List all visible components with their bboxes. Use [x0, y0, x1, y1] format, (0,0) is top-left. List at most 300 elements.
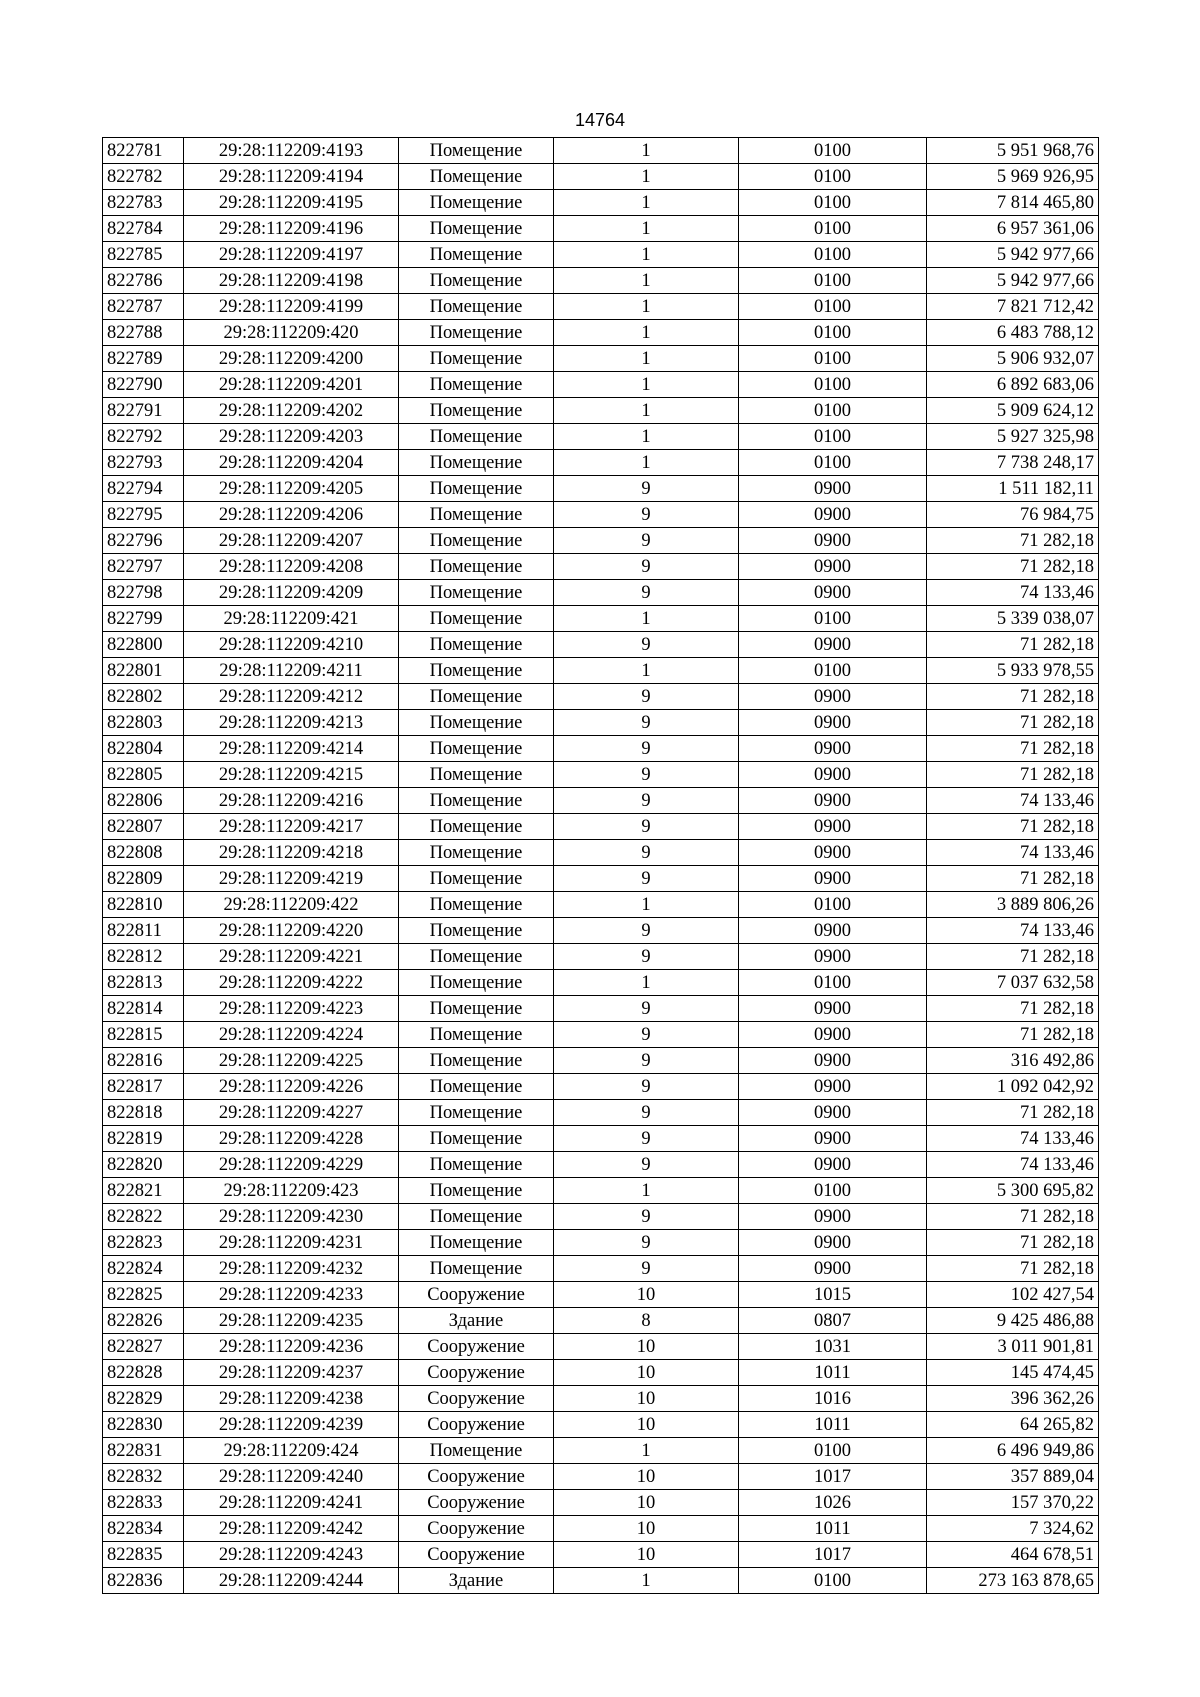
- cadastral-number-cell: 29:28:112209:4201: [184, 372, 399, 398]
- cadastral-value-cell: 1 092 042,92: [927, 1074, 1099, 1100]
- cadastral-value-cell: 3 889 806,26: [927, 892, 1099, 918]
- object-type-cell: Помещение: [399, 294, 554, 320]
- cadastral-number-cell: 29:28:112209:4239: [184, 1412, 399, 1438]
- code-cell: 0900: [739, 684, 927, 710]
- cadastral-value-cell: 5 942 977,66: [927, 268, 1099, 294]
- cadastral-value-cell: 64 265,82: [927, 1412, 1099, 1438]
- code-cell: 0100: [739, 398, 927, 424]
- table-row: [103, 1360, 1099, 1386]
- cadastral-value-cell: 71 282,18: [927, 996, 1099, 1022]
- table-row: [103, 138, 1099, 164]
- group-cell: 1: [554, 450, 739, 476]
- row-number-cell: 822800: [103, 632, 184, 658]
- object-type-cell: Помещение: [399, 268, 554, 294]
- object-type-cell: Помещение: [399, 320, 554, 346]
- cadastral-number-cell: 29:28:112209:4215: [184, 762, 399, 788]
- object-type-cell: Помещение: [399, 944, 554, 970]
- code-cell: 0900: [739, 632, 927, 658]
- object-type-cell: Помещение: [399, 346, 554, 372]
- code-cell: 0900: [739, 866, 927, 892]
- code-cell: 0900: [739, 736, 927, 762]
- row-number-cell: 822796: [103, 528, 184, 554]
- cadastral-number-cell: 29:28:112209:4196: [184, 216, 399, 242]
- object-type-cell: Помещение: [399, 476, 554, 502]
- group-cell: 1: [554, 268, 739, 294]
- group-cell: 9: [554, 1022, 739, 1048]
- code-cell: 0100: [739, 606, 927, 632]
- group-cell: 9: [554, 710, 739, 736]
- group-cell: 1: [554, 346, 739, 372]
- cadastral-value-cell: 316 492,86: [927, 1048, 1099, 1074]
- object-type-cell: Помещение: [399, 970, 554, 996]
- row-number-cell: 822809: [103, 866, 184, 892]
- row-number-cell: 822818: [103, 1100, 184, 1126]
- group-cell: 9: [554, 554, 739, 580]
- table-row: [103, 1048, 1099, 1074]
- table-row: [103, 1178, 1099, 1204]
- table-row: [103, 892, 1099, 918]
- object-type-cell: Помещение: [399, 1048, 554, 1074]
- table-row: [103, 996, 1099, 1022]
- cadastral-value-cell: 5 951 968,76: [927, 138, 1099, 164]
- table-row: [103, 970, 1099, 996]
- cadastral-value-cell: 6 483 788,12: [927, 320, 1099, 346]
- cadastral-value-cell: 157 370,22: [927, 1490, 1099, 1516]
- cadastral-value-cell: 71 282,18: [927, 944, 1099, 970]
- row-number-cell: 822826: [103, 1308, 184, 1334]
- row-number-cell: 822824: [103, 1256, 184, 1282]
- cadastral-value-cell: 7 814 465,80: [927, 190, 1099, 216]
- cadastral-value-cell: 71 282,18: [927, 762, 1099, 788]
- code-cell: 0100: [739, 372, 927, 398]
- group-cell: 9: [554, 736, 739, 762]
- row-number-cell: 822815: [103, 1022, 184, 1048]
- row-number-cell: 822802: [103, 684, 184, 710]
- cadastral-number-cell: 29:28:112209:4197: [184, 242, 399, 268]
- row-number-cell: 822821: [103, 1178, 184, 1204]
- code-cell: 1031: [739, 1334, 927, 1360]
- row-number-cell: 822835: [103, 1542, 184, 1568]
- group-cell: 9: [554, 788, 739, 814]
- registry-table-body: [103, 138, 1099, 1594]
- cadastral-number-cell: 29:28:112209:4220: [184, 918, 399, 944]
- group-cell: 9: [554, 528, 739, 554]
- code-cell: 0100: [739, 138, 927, 164]
- cadastral-value-cell: 71 282,18: [927, 814, 1099, 840]
- cadastral-number-cell: 29:28:112209:4237: [184, 1360, 399, 1386]
- code-cell: 0100: [739, 268, 927, 294]
- row-number-cell: 822805: [103, 762, 184, 788]
- code-cell: 0900: [739, 918, 927, 944]
- cadastral-value-cell: 74 133,46: [927, 918, 1099, 944]
- code-cell: 1017: [739, 1542, 927, 1568]
- row-number-cell: 822825: [103, 1282, 184, 1308]
- cadastral-number-cell: 29:28:112209:420: [184, 320, 399, 346]
- cadastral-value-cell: 464 678,51: [927, 1542, 1099, 1568]
- row-number-cell: 822783: [103, 190, 184, 216]
- table-row: [103, 528, 1099, 554]
- cadastral-number-cell: 29:28:112209:4235: [184, 1308, 399, 1334]
- group-cell: 10: [554, 1360, 739, 1386]
- code-cell: 0100: [739, 164, 927, 190]
- group-cell: 1: [554, 164, 739, 190]
- cadastral-value-cell: 76 984,75: [927, 502, 1099, 528]
- cadastral-value-cell: 273 163 878,65: [927, 1568, 1099, 1594]
- table-row: [103, 320, 1099, 346]
- object-type-cell: Помещение: [399, 606, 554, 632]
- code-cell: 0100: [739, 346, 927, 372]
- code-cell: 0900: [739, 1256, 927, 1282]
- object-type-cell: Сооружение: [399, 1386, 554, 1412]
- object-type-cell: Сооружение: [399, 1334, 554, 1360]
- object-type-cell: Помещение: [399, 1100, 554, 1126]
- group-cell: 9: [554, 866, 739, 892]
- cadastral-value-cell: 5 969 926,95: [927, 164, 1099, 190]
- group-cell: 10: [554, 1490, 739, 1516]
- object-type-cell: Помещение: [399, 814, 554, 840]
- object-type-cell: Помещение: [399, 1022, 554, 1048]
- table-row: [103, 840, 1099, 866]
- code-cell: 0100: [739, 242, 927, 268]
- cadastral-number-cell: 29:28:112209:4227: [184, 1100, 399, 1126]
- code-cell: 1011: [739, 1516, 927, 1542]
- cadastral-number-cell: 29:28:112209:4244: [184, 1568, 399, 1594]
- cadastral-number-cell: 29:28:112209:4231: [184, 1230, 399, 1256]
- group-cell: 9: [554, 1204, 739, 1230]
- cadastral-number-cell: 29:28:112209:4226: [184, 1074, 399, 1100]
- cadastral-value-cell: 5 933 978,55: [927, 658, 1099, 684]
- group-cell: 1: [554, 294, 739, 320]
- object-type-cell: Помещение: [399, 502, 554, 528]
- group-cell: 1: [554, 1178, 739, 1204]
- cadastral-number-cell: 29:28:112209:4233: [184, 1282, 399, 1308]
- row-number-cell: 822831: [103, 1438, 184, 1464]
- group-cell: 10: [554, 1542, 739, 1568]
- cadastral-value-cell: 74 133,46: [927, 788, 1099, 814]
- row-number-cell: 822788: [103, 320, 184, 346]
- row-number-cell: 822785: [103, 242, 184, 268]
- code-cell: 0900: [739, 1230, 927, 1256]
- table-row: [103, 632, 1099, 658]
- cadastral-value-cell: 71 282,18: [927, 1230, 1099, 1256]
- group-cell: 1: [554, 892, 739, 918]
- group-cell: 9: [554, 814, 739, 840]
- row-number-cell: 822792: [103, 424, 184, 450]
- cadastral-number-cell: 29:28:112209:4193: [184, 138, 399, 164]
- cadastral-number-cell: 29:28:112209:4206: [184, 502, 399, 528]
- object-type-cell: Помещение: [399, 996, 554, 1022]
- cadastral-number-cell: 29:28:112209:4224: [184, 1022, 399, 1048]
- object-type-cell: Помещение: [399, 736, 554, 762]
- row-number-cell: 822823: [103, 1230, 184, 1256]
- group-cell: 9: [554, 918, 739, 944]
- object-type-cell: Здание: [399, 1568, 554, 1594]
- row-number-cell: 822804: [103, 736, 184, 762]
- code-cell: 0900: [739, 1022, 927, 1048]
- table-row: [103, 1022, 1099, 1048]
- object-type-cell: Помещение: [399, 632, 554, 658]
- cadastral-number-cell: 29:28:112209:4213: [184, 710, 399, 736]
- object-type-cell: Помещение: [399, 242, 554, 268]
- group-cell: 9: [554, 1152, 739, 1178]
- table-row: [103, 944, 1099, 970]
- cadastral-number-cell: 29:28:112209:4203: [184, 424, 399, 450]
- cadastral-number-cell: 29:28:112209:4243: [184, 1542, 399, 1568]
- cadastral-number-cell: 29:28:112209:4232: [184, 1256, 399, 1282]
- cadastral-number-cell: 29:28:112209:4241: [184, 1490, 399, 1516]
- group-cell: 9: [554, 944, 739, 970]
- table-row: [103, 424, 1099, 450]
- table-row: [103, 554, 1099, 580]
- cadastral-value-cell: 71 282,18: [927, 1256, 1099, 1282]
- table-row: [103, 294, 1099, 320]
- cadastral-number-cell: 29:28:112209:4204: [184, 450, 399, 476]
- cadastral-value-cell: 74 133,46: [927, 840, 1099, 866]
- table-row: [103, 658, 1099, 684]
- table-row: [103, 450, 1099, 476]
- cadastral-value-cell: 5 339 038,07: [927, 606, 1099, 632]
- row-number-cell: 822832: [103, 1464, 184, 1490]
- group-cell: 9: [554, 1230, 739, 1256]
- object-type-cell: Помещение: [399, 658, 554, 684]
- cadastral-number-cell: 29:28:112209:4225: [184, 1048, 399, 1074]
- code-cell: 0900: [739, 580, 927, 606]
- code-cell: 0100: [739, 294, 927, 320]
- cadastral-number-cell: 29:28:112209:4202: [184, 398, 399, 424]
- group-cell: 10: [554, 1334, 739, 1360]
- code-cell: 0807: [739, 1308, 927, 1334]
- object-type-cell: Сооружение: [399, 1516, 554, 1542]
- row-number-cell: 822803: [103, 710, 184, 736]
- object-type-cell: Помещение: [399, 372, 554, 398]
- cadastral-value-cell: 5 909 624,12: [927, 398, 1099, 424]
- object-type-cell: Помещение: [399, 528, 554, 554]
- cadastral-number-cell: 29:28:112209:4229: [184, 1152, 399, 1178]
- row-number-cell: 822819: [103, 1126, 184, 1152]
- row-number-cell: 822786: [103, 268, 184, 294]
- cadastral-value-cell: 6 892 683,06: [927, 372, 1099, 398]
- object-type-cell: Здание: [399, 1308, 554, 1334]
- code-cell: 0900: [739, 814, 927, 840]
- table-row: [103, 216, 1099, 242]
- row-number-cell: 822813: [103, 970, 184, 996]
- table-row: [103, 1542, 1099, 1568]
- cadastral-number-cell: 29:28:112209:4222: [184, 970, 399, 996]
- row-number-cell: 822797: [103, 554, 184, 580]
- code-cell: 0100: [739, 1568, 927, 1594]
- row-number-cell: 822822: [103, 1204, 184, 1230]
- cadastral-value-cell: 1 511 182,11: [927, 476, 1099, 502]
- cadastral-value-cell: 6 957 361,06: [927, 216, 1099, 242]
- cadastral-value-cell: 396 362,26: [927, 1386, 1099, 1412]
- group-cell: 9: [554, 476, 739, 502]
- table-row: [103, 788, 1099, 814]
- code-cell: 0900: [739, 710, 927, 736]
- group-cell: 1: [554, 606, 739, 632]
- group-cell: 9: [554, 1074, 739, 1100]
- cadastral-number-cell: 29:28:112209:4211: [184, 658, 399, 684]
- code-cell: 0100: [739, 892, 927, 918]
- code-cell: 0900: [739, 1126, 927, 1152]
- object-type-cell: Помещение: [399, 684, 554, 710]
- object-type-cell: Сооружение: [399, 1412, 554, 1438]
- cadastral-value-cell: 5 906 932,07: [927, 346, 1099, 372]
- group-cell: 1: [554, 372, 739, 398]
- cadastral-value-cell: 71 282,18: [927, 866, 1099, 892]
- cadastral-value-cell: 74 133,46: [927, 580, 1099, 606]
- object-type-cell: Помещение: [399, 1438, 554, 1464]
- object-type-cell: Помещение: [399, 1230, 554, 1256]
- object-type-cell: Помещение: [399, 892, 554, 918]
- table-row: [103, 346, 1099, 372]
- cadastral-value-cell: 71 282,18: [927, 684, 1099, 710]
- table-row: [103, 476, 1099, 502]
- cadastral-number-cell: 29:28:112209:423: [184, 1178, 399, 1204]
- code-cell: 0900: [739, 528, 927, 554]
- table-row: [103, 1256, 1099, 1282]
- object-type-cell: Помещение: [399, 1152, 554, 1178]
- group-cell: 9: [554, 632, 739, 658]
- row-number-cell: 822807: [103, 814, 184, 840]
- table-row: [103, 1490, 1099, 1516]
- table-row: [103, 1204, 1099, 1230]
- cadastral-number-cell: 29:28:112209:4214: [184, 736, 399, 762]
- row-number-cell: 822781: [103, 138, 184, 164]
- row-number-cell: 822806: [103, 788, 184, 814]
- code-cell: 0900: [739, 840, 927, 866]
- group-cell: 1: [554, 398, 739, 424]
- object-type-cell: Сооружение: [399, 1464, 554, 1490]
- object-type-cell: Помещение: [399, 580, 554, 606]
- code-cell: 1017: [739, 1464, 927, 1490]
- object-type-cell: Помещение: [399, 164, 554, 190]
- cadastral-value-cell: 71 282,18: [927, 632, 1099, 658]
- code-cell: 0900: [739, 788, 927, 814]
- table-row: [103, 762, 1099, 788]
- object-type-cell: Помещение: [399, 554, 554, 580]
- row-number-cell: 822793: [103, 450, 184, 476]
- row-number-cell: 822834: [103, 1516, 184, 1542]
- code-cell: 1011: [739, 1360, 927, 1386]
- group-cell: 9: [554, 1126, 739, 1152]
- code-cell: 1011: [739, 1412, 927, 1438]
- cadastral-number-cell: 29:28:112209:4199: [184, 294, 399, 320]
- row-number-cell: 822814: [103, 996, 184, 1022]
- table-row: [103, 1438, 1099, 1464]
- cadastral-number-cell: 29:28:112209:4217: [184, 814, 399, 840]
- table-row: [103, 1568, 1099, 1594]
- code-cell: 0100: [739, 970, 927, 996]
- object-type-cell: Помещение: [399, 1074, 554, 1100]
- code-cell: 0100: [739, 320, 927, 346]
- cadastral-value-cell: 71 282,18: [927, 736, 1099, 762]
- cadastral-value-cell: 5 942 977,66: [927, 242, 1099, 268]
- table-row: [103, 268, 1099, 294]
- group-cell: 10: [554, 1412, 739, 1438]
- row-number-cell: 822784: [103, 216, 184, 242]
- row-number-cell: 822789: [103, 346, 184, 372]
- code-cell: 0100: [739, 1178, 927, 1204]
- group-cell: 9: [554, 1048, 739, 1074]
- row-number-cell: 822787: [103, 294, 184, 320]
- cadastral-number-cell: 29:28:112209:4212: [184, 684, 399, 710]
- code-cell: 1026: [739, 1490, 927, 1516]
- cadastral-number-cell: 29:28:112209:4240: [184, 1464, 399, 1490]
- object-type-cell: Помещение: [399, 216, 554, 242]
- code-cell: 0100: [739, 190, 927, 216]
- cadastral-value-cell: 71 282,18: [927, 528, 1099, 554]
- group-cell: 1: [554, 216, 739, 242]
- table-row: [103, 918, 1099, 944]
- cadastral-value-cell: 74 133,46: [927, 1126, 1099, 1152]
- cadastral-number-cell: 29:28:112209:4230: [184, 1204, 399, 1230]
- code-cell: 0900: [739, 944, 927, 970]
- cadastral-number-cell: 29:28:112209:4207: [184, 528, 399, 554]
- table-row: [103, 736, 1099, 762]
- row-number-cell: 822795: [103, 502, 184, 528]
- table-row: [103, 710, 1099, 736]
- object-type-cell: Помещение: [399, 424, 554, 450]
- row-number-cell: 822829: [103, 1386, 184, 1412]
- table-row: [103, 580, 1099, 606]
- object-type-cell: Помещение: [399, 762, 554, 788]
- table-row: [103, 372, 1099, 398]
- object-type-cell: Сооружение: [399, 1542, 554, 1568]
- cadastral-number-cell: 29:28:112209:421: [184, 606, 399, 632]
- row-number-cell: 822817: [103, 1074, 184, 1100]
- group-cell: 1: [554, 1438, 739, 1464]
- object-type-cell: Сооружение: [399, 1490, 554, 1516]
- page-number: 14764: [574, 110, 626, 130]
- table-row: [103, 1100, 1099, 1126]
- cadastral-value-cell: 71 282,18: [927, 554, 1099, 580]
- group-cell: 9: [554, 840, 739, 866]
- object-type-cell: Помещение: [399, 1178, 554, 1204]
- table-row: [103, 1308, 1099, 1334]
- cadastral-value-cell: 71 282,18: [927, 1204, 1099, 1230]
- code-cell: 0900: [739, 1100, 927, 1126]
- group-cell: 1: [554, 242, 739, 268]
- code-cell: 1015: [739, 1282, 927, 1308]
- cadastral-number-cell: 29:28:112209:4228: [184, 1126, 399, 1152]
- object-type-cell: Помещение: [399, 788, 554, 814]
- code-cell: 0900: [739, 1074, 927, 1100]
- cadastral-value-cell: 71 282,18: [927, 1022, 1099, 1048]
- group-cell: 1: [554, 138, 739, 164]
- cadastral-number-cell: 29:28:112209:4238: [184, 1386, 399, 1412]
- group-cell: 10: [554, 1282, 739, 1308]
- object-type-cell: Помещение: [399, 190, 554, 216]
- group-cell: 9: [554, 1256, 739, 1282]
- table-row: [103, 1464, 1099, 1490]
- row-number-cell: 822820: [103, 1152, 184, 1178]
- cadastral-number-cell: 29:28:112209:422: [184, 892, 399, 918]
- group-cell: 9: [554, 1100, 739, 1126]
- row-number-cell: 822790: [103, 372, 184, 398]
- row-number-cell: 822816: [103, 1048, 184, 1074]
- group-cell: 1: [554, 970, 739, 996]
- code-cell: 1016: [739, 1386, 927, 1412]
- cadastral-value-cell: 3 011 901,81: [927, 1334, 1099, 1360]
- table-row: [103, 1334, 1099, 1360]
- object-type-cell: Помещение: [399, 1204, 554, 1230]
- table-row: [103, 1516, 1099, 1542]
- group-cell: 9: [554, 762, 739, 788]
- group-cell: 9: [554, 502, 739, 528]
- group-cell: 10: [554, 1464, 739, 1490]
- group-cell: 9: [554, 684, 739, 710]
- row-number-cell: 822812: [103, 944, 184, 970]
